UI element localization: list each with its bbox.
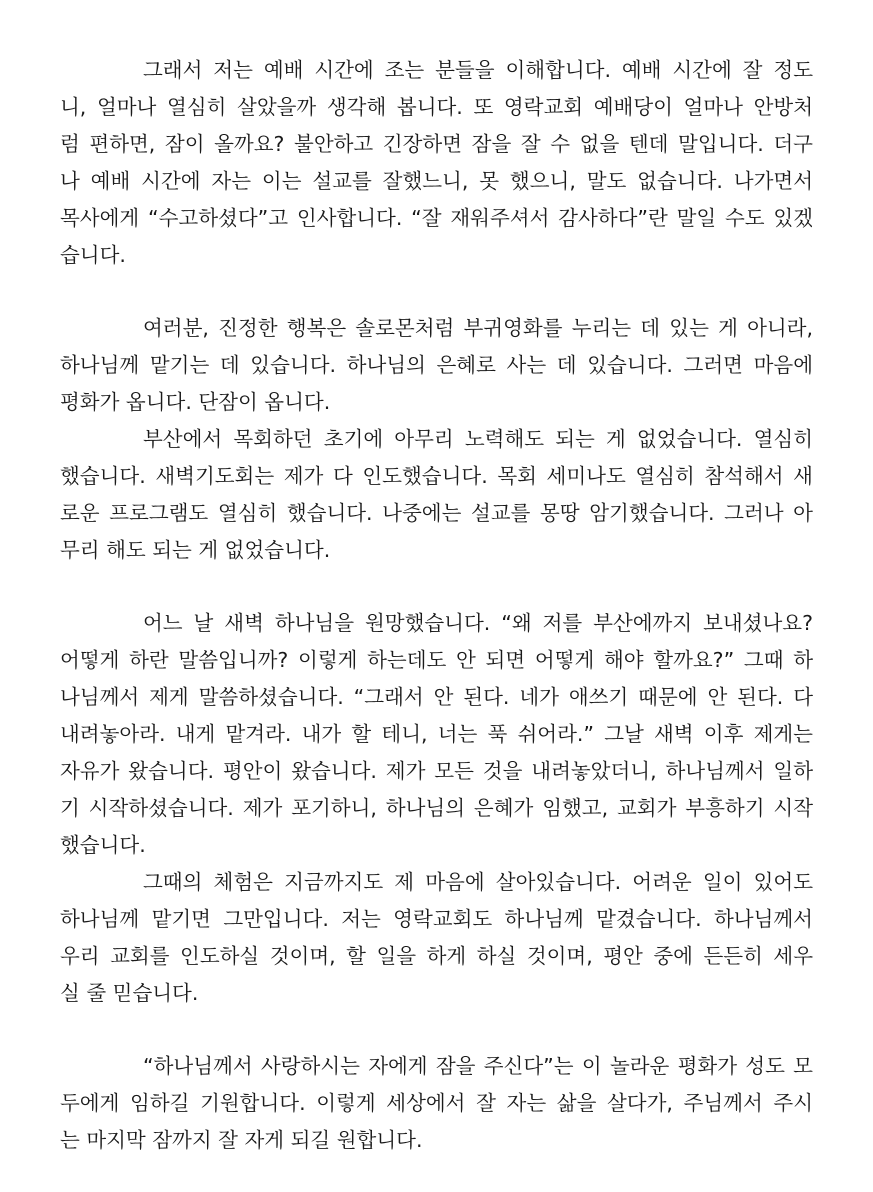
text-line: “하나님께서 사랑하시는 자에게 잠을 주신다”는 이 놀라운 평화가 성도 모 xyxy=(143,1054,813,1078)
text-line: 실 줄 믿습니다. xyxy=(60,981,199,1005)
text-line: 내려놓아라. 내게 맡겨라. 내가 할 테니, 너는 푹 쉬어라.” 그날 새벽 이후 제게는 xyxy=(60,722,813,746)
text-line: 자유가 왔습니다. 평안이 왔습니다. 제가 모든 것을 내려놓았더니, 하나님께서 일하 xyxy=(60,759,813,783)
text-line: 기 시작하셨습니다. 제가 포기하니, 하나님의 은혜가 임했고, 교회가 부흥하기 시작 xyxy=(60,796,813,820)
text-line: 하나님께 맡기면 그만입니다. 저는 영락교회도 하나님께 맡겼습니다. 하나님께서 xyxy=(60,907,813,931)
text-line: 나 예배 시간에 자는 이는 설교를 잘했느니, 못 했으니, 말도 없습니다. 나가면서 xyxy=(60,169,813,193)
text-line: 나님께서 제게 말씀하셨습니다. “그래서 안 된다. 네가 애쓰기 때문에 안 된다. 다 xyxy=(60,685,813,709)
text-line: 부산에서 목회하던 초기에 아무리 노력해도 되는 게 없었습니다. 열심히 xyxy=(143,427,813,451)
text-line: 는 마지막 잠까지 잘 자게 되길 원합니다. xyxy=(60,1128,423,1152)
text-line: 습니다. xyxy=(60,243,126,267)
text-line: 했습니다. xyxy=(60,833,146,857)
text-line: 했습니다. 새벽기도회는 제가 다 인도했습니다. 목회 세미나도 열심히 참석해서 새 xyxy=(60,464,813,488)
text-line: 어떻게 하란 말씀입니까? 이렇게 하는데도 안 되면 어떻게 해야 할까요?” 그때 하 xyxy=(60,648,813,672)
text-line: 니, 얼마나 열심히 살았을까 생각해 봅니다. 또 영락교회 예배당이 얼마나 안방처 xyxy=(60,95,813,119)
text-line: 평화가 옵니다. 단잠이 옵니다. xyxy=(60,390,331,414)
text-line: 두에게 임하길 기원합니다. 이렇게 세상에서 잘 자는 삶을 살다가, 주님께서 주시 xyxy=(60,1091,813,1115)
text-line: 럼 편하면, 잠이 올까요? 불안하고 긴장하면 잠을 잘 수 없을 텐데 말입니다. 더구 xyxy=(60,132,813,156)
text-line: 그래서 저는 예배 시간에 조는 분들을 이해합니다. 예배 시간에 잘 정도 xyxy=(143,58,813,82)
text-line: 우리 교회를 인도하실 것이며, 할 일을 하게 하실 것이며, 평안 중에 든든히 세우 xyxy=(60,944,813,968)
text-line: 무리 해도 되는 게 없었습니다. xyxy=(60,538,331,562)
text-line: 하나님께 맡기는 데 있습니다. 하나님의 은혜로 사는 데 있습니다. 그러면 마음에 xyxy=(60,353,813,377)
text-line: 그때의 체험은 지금까지도 제 마음에 살아있습니다. 어려운 일이 있어도 xyxy=(143,870,813,894)
text-line: 여러분, 진정한 행복은 솔로몬처럼 부귀영화를 누리는 데 있는 게 아니라, xyxy=(143,316,813,340)
text-line: 어느 날 새벽 하나님을 원망했습니다. “왜 저를 부산에까지 보내셨나요? xyxy=(143,611,813,635)
text-line: 로운 프로그램도 열심히 했습니다. 나중에는 설교를 몽땅 암기했습니다. 그러나 아 xyxy=(60,501,813,525)
text-line: 목사에게 “수고하셨다”고 인사합니다. “잘 재워주셔서 감사하다”란 말일 수도 있겠 xyxy=(60,206,813,230)
